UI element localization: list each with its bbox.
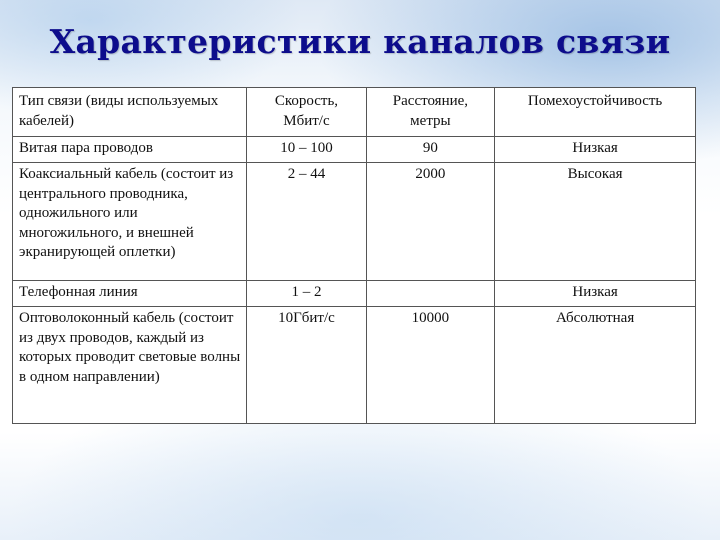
cell-type: Коаксиальный кабель (состоит из центрального проводника, одножильного или многожильного, и внешней экранирующей оплетки) (13, 163, 247, 281)
header-type: Тип связи (виды используемых кабелей) (13, 88, 247, 137)
cell-noise: Абсолютная (495, 307, 696, 424)
cell-speed: 10 – 100 (247, 137, 366, 163)
cell-speed: 2 – 44 (247, 163, 366, 281)
cell-type: Телефонная линия (13, 281, 247, 307)
cell-type: Оптоволоконный кабель (состоит из двух проводов, каждый из которых проводит световые волны в одном направлении) (13, 307, 247, 424)
page-title: Характеристики каналов связи (49, 22, 671, 61)
table-header-row (13, 88, 696, 137)
channels-table (12, 87, 696, 424)
table-row (13, 137, 696, 163)
header-speed: Скорость, Мбит/с (247, 88, 366, 137)
cell-distance: 90 (366, 137, 495, 163)
table-row (13, 163, 696, 281)
cell-distance: 10000 (366, 307, 495, 424)
cell-noise: Низкая (495, 281, 696, 307)
table-row (13, 281, 696, 307)
cell-speed: 1 – 2 (247, 281, 366, 307)
header-noise: Помехоустойчивость (495, 88, 696, 137)
cell-speed: 10Гбит/с (247, 307, 366, 424)
cell-type: Витая пара проводов (13, 137, 247, 163)
cell-noise: Высокая (495, 163, 696, 281)
header-distance: Расстояние, метры (366, 88, 495, 137)
cell-distance: 2000 (366, 163, 495, 281)
cell-distance (366, 281, 495, 307)
table-row (13, 307, 696, 424)
cell-noise: Низкая (495, 137, 696, 163)
